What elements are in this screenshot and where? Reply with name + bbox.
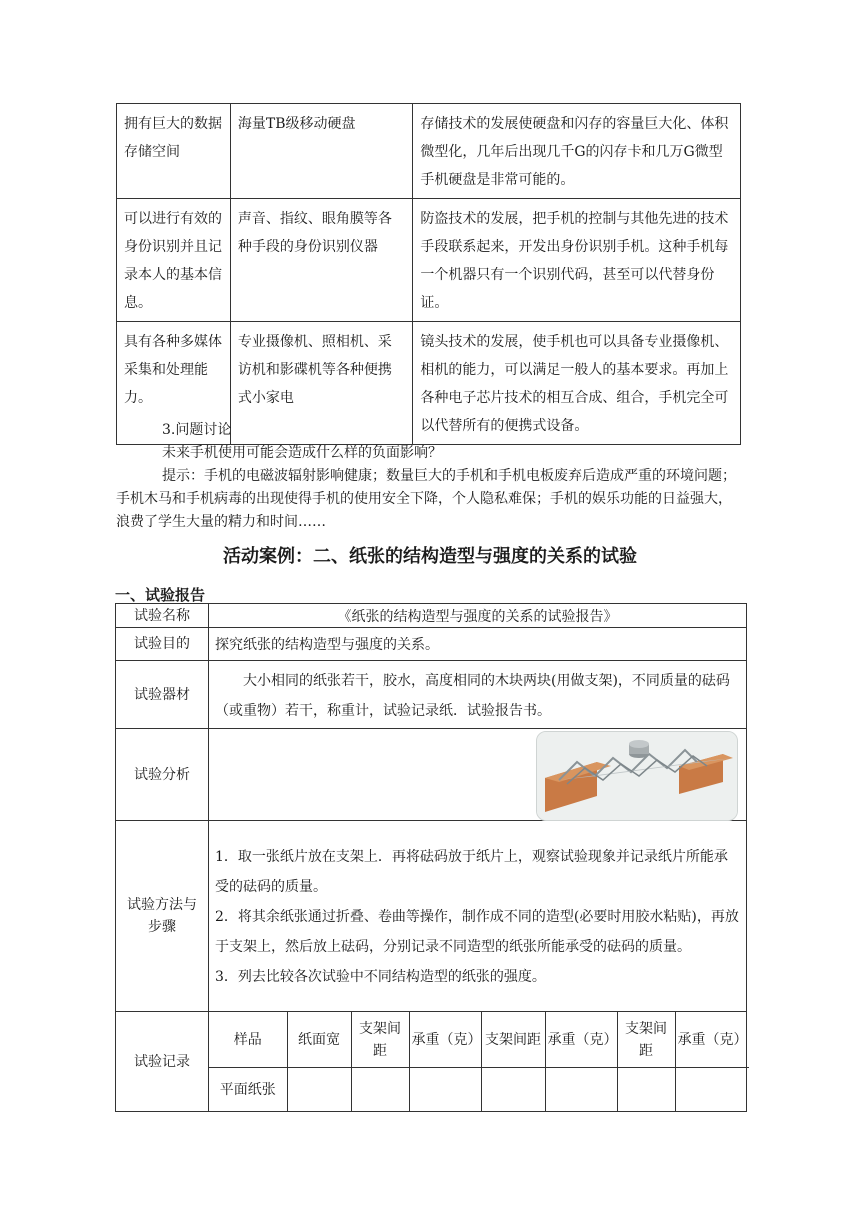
record-header: 纸面宽	[287, 1012, 351, 1068]
technology-cell: 专业摄像机、照相机、采访机和影碟机等各种便携式小家电	[230, 322, 412, 445]
feature-cell: 具有各种多媒体采集和处理能力。	[117, 322, 231, 445]
technology-cell: 声音、指纹、眼角膜等各种手段的身份识别仪器	[230, 199, 412, 322]
record-cell-value	[545, 1068, 617, 1111]
method-label: 试验方法与步骤	[116, 821, 209, 1012]
purpose-value: 探究纸张的结构造型与强度的关系。	[209, 628, 747, 661]
step-item: 2．将其余纸张通过折叠、卷曲等操作，制作成不同的造型(必要时用胶水粘贴)，再放于支架上，然后放上砝码，分别记录不同造型的纸张所能承受的砝码的质量。	[215, 909, 739, 955]
record-header: 承重（克）	[675, 1012, 749, 1068]
section-subheading: 一、试验报告	[115, 586, 206, 604]
paper-bridge-figure	[536, 731, 738, 821]
table-row	[116, 604, 747, 628]
table-row	[117, 199, 741, 322]
record-cell-value: 平面纸张	[209, 1068, 287, 1111]
name-label: 试验名称	[116, 604, 209, 628]
experiment-report-table	[115, 603, 747, 1112]
record-header: 承重（克）	[545, 1012, 617, 1068]
explanation-cell: 镜头技术的发展，使手机也可以具备专业摄像机、相机的能力，可以满足一般人的基本要求。再加上各种电子芯片技术的相互合成、组合，手机完全可以代替所有的便携式设备。	[413, 322, 741, 445]
record-cell-value	[287, 1068, 351, 1111]
explanation-cell: 存储技术的发展使硬盘和闪存的容量巨大化、体积微型化，几年后出现几千G的闪存卡和几万G微型手机硬盘是非常可能的。	[413, 104, 741, 199]
purpose-label: 试验目的	[116, 628, 209, 661]
analysis-label: 试验分析	[116, 729, 209, 821]
record-header: 支架间距	[481, 1012, 545, 1068]
equipment-label: 试验器材	[116, 661, 209, 729]
discussion-title: 3.问题讨论	[162, 422, 232, 438]
record-header-row	[209, 1012, 749, 1068]
method-steps	[209, 821, 747, 1012]
table-row	[116, 628, 747, 661]
record-cell-value	[481, 1068, 545, 1111]
technology-cell: 海量TB级移动硬盘	[230, 104, 412, 199]
record-table	[209, 1012, 749, 1111]
explanation-cell: 防盗技术的发展，把手机的控制与其他先进的技术手段联系起来，开发出身份识别手机。这种手机每一个机器只有一个识别代码，甚至可以代替身份证。	[413, 199, 741, 322]
record-label: 试验记录	[116, 1012, 209, 1112]
equipment-value: 大小相同的纸张若干，胶水，高度相同的木块两块(用做支架)，不同质量的砝码（或重物）若干，称重计，试验记录纸．试验报告书。	[209, 661, 747, 729]
table-row	[116, 661, 747, 729]
discussion-question: 未来手机使用可能会造成什么样的负面影响？	[162, 445, 442, 461]
record-cell-value	[675, 1068, 749, 1111]
record-header: 承重（克）	[409, 1012, 481, 1068]
analysis-cell	[209, 729, 747, 821]
record-header: 样品	[209, 1012, 287, 1068]
feature-cell: 可以进行有效的身份识别并且记录本人的基本信息。	[117, 199, 231, 322]
table-row	[116, 1012, 747, 1112]
page-heading: 活动案例：二、纸张的结构造型与强度的关系的试验	[223, 546, 637, 567]
record-row	[209, 1068, 749, 1111]
record-cell-value	[409, 1068, 481, 1111]
record-header: 支架间距	[351, 1012, 409, 1068]
discussion-hint: 提示：手机的电磁波辐射影响健康；数量巨大的手机和手机电板废弃后造成严重的环境问题；手机木马和手机病毒的出现使得手机的使用安全下降，个人隐私难保；手机的娱乐功能的日益强大，浪费了学生大量的精力和时间……	[116, 468, 736, 530]
table-row	[116, 729, 747, 821]
record-cell-value	[351, 1068, 409, 1111]
record-cell-value	[617, 1068, 675, 1111]
name-value: 《纸张的结构造型与强度的关系的试验报告》	[209, 604, 747, 628]
table-row	[116, 821, 747, 1012]
record-header: 支架间距	[617, 1012, 675, 1068]
table-row	[117, 104, 741, 199]
record-cell	[209, 1012, 747, 1112]
feature-cell: 拥有巨大的数据存储空间	[117, 104, 231, 199]
phone-future-table	[116, 103, 741, 445]
step-item: 3．列去比较各次试验中不同结构造型的纸张的强度。	[215, 969, 546, 985]
step-item: 1．取一张纸片放在支架上．再将砝码放于纸片上，观察试验现象并记录纸片所能承受的砝码的质量。	[215, 849, 728, 895]
